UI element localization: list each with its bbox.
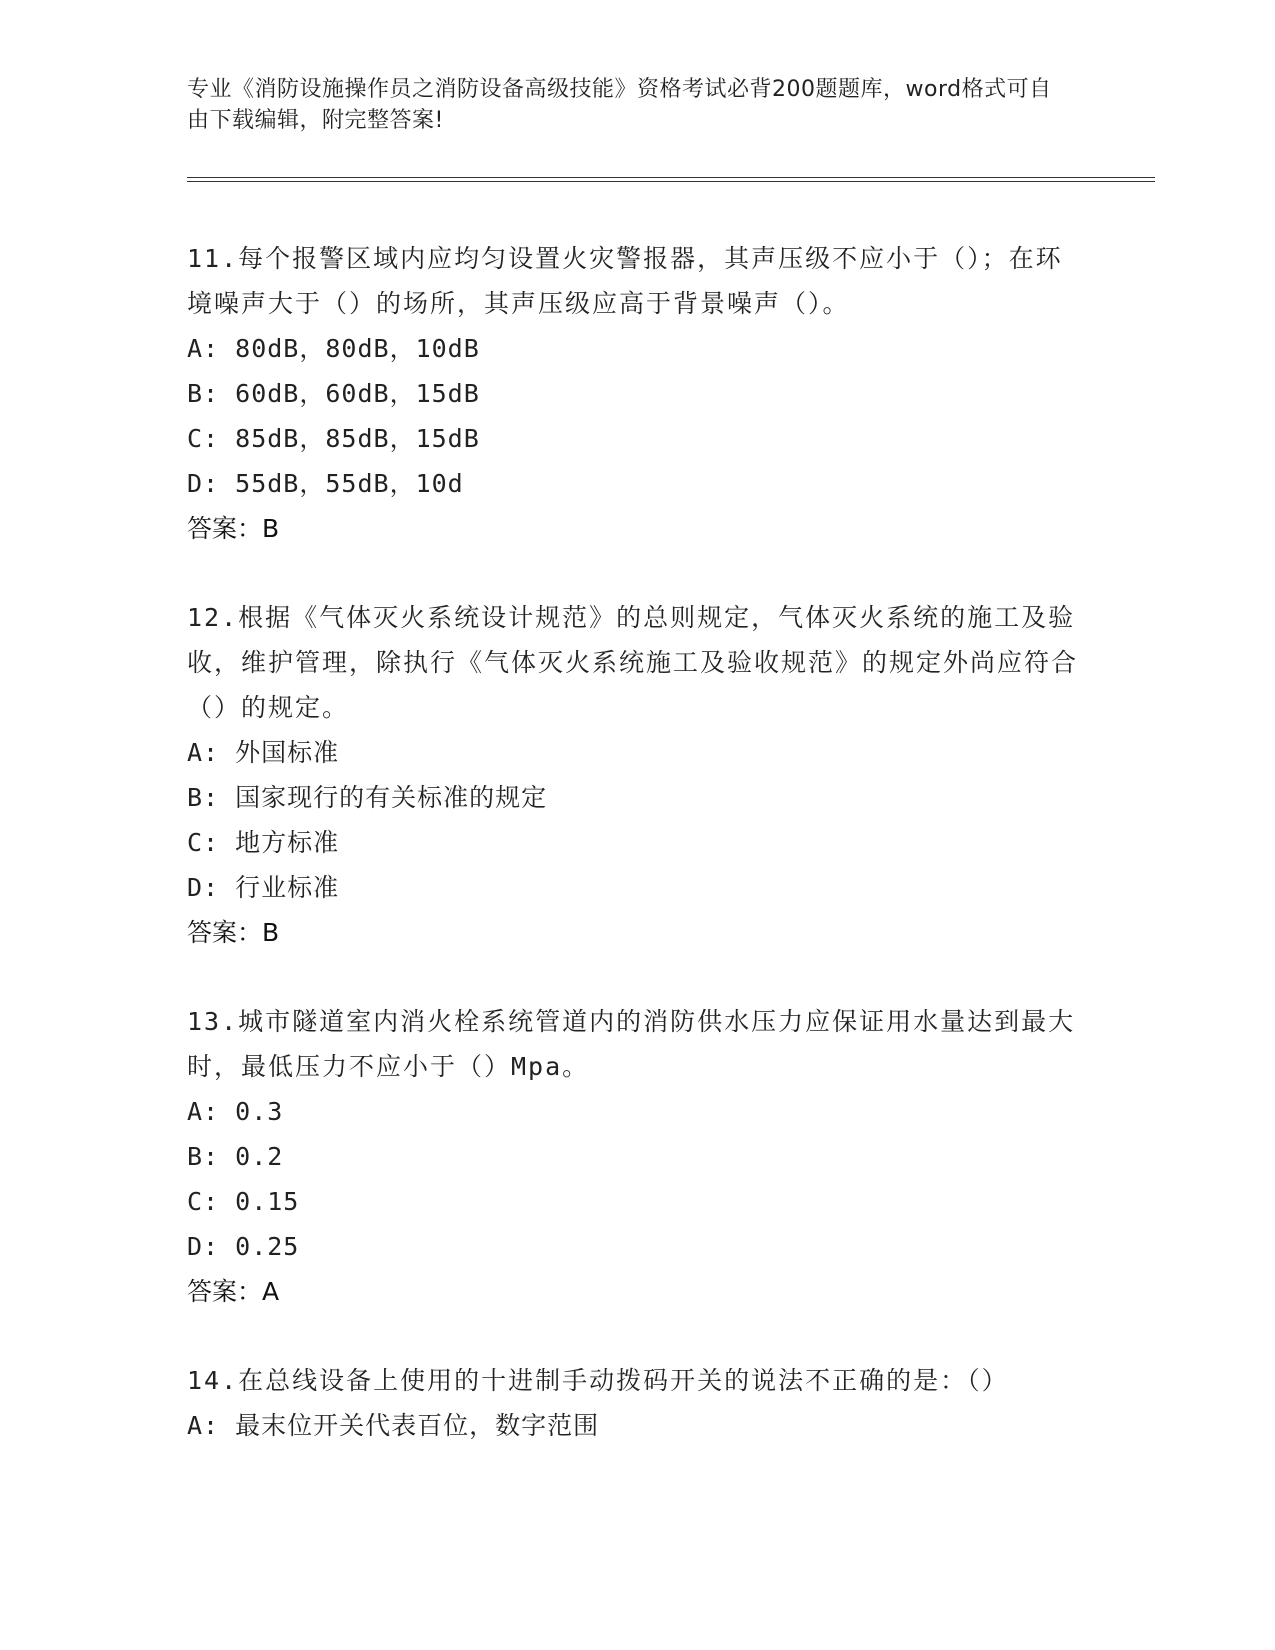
question-stem: 11.每个报警区域内应均匀设置火灾警报器，其声压级不应小于（）；在环境噪声大于（）的场所，其声压级应高于背景噪声（）。 — [187, 244, 1063, 318]
option-c: C: 0.15 — [187, 1187, 300, 1216]
option-a: A: 0.3 — [187, 1097, 284, 1126]
option-a: A: 80dB，80dB，10dB — [187, 334, 480, 363]
answer-line: 答案：B — [187, 918, 280, 947]
question-stem: 12.根据《气体灭火系统设计规范》的总则规定，气体灭火系统的施工及验收，维护管理，除执行《气体灭火系统施工及验收规范》的规定外尚应符合（）的规定。 — [187, 603, 1079, 722]
question-14 — [187, 1358, 1087, 1448]
question-11 — [187, 236, 1087, 551]
header-divider — [187, 177, 1155, 182]
option-d: D: 55dB，55dB，10d — [187, 469, 464, 498]
question-13 — [187, 999, 1087, 1314]
question-stem: 13.城市隧道室内消火栓系统管道内的消防供水压力应保证用水量达到最大时，最低压力不应小于（）Mpa。 — [187, 1007, 1076, 1081]
question-stem: 14.在总线设备上使用的十进制手动拨码开关的说法不正确的是：（） — [187, 1366, 1009, 1395]
spacer — [187, 955, 1087, 999]
option-b: B: 0.2 — [187, 1142, 284, 1171]
question-list — [187, 236, 1087, 1448]
option-d: D: 行业标准 — [187, 873, 340, 902]
option-a: A: 外国标准 — [187, 738, 340, 767]
document-intro: 专业《消防设施操作员之消防设备高级技能》资格考试必背200题题库，word格式可自由下载编辑，附完整答案! — [187, 77, 1052, 133]
question-12 — [187, 595, 1087, 955]
option-c: C: 地方标准 — [187, 828, 340, 857]
spacer — [187, 1314, 1087, 1358]
spacer — [187, 551, 1087, 595]
option-c: C: 85dB，85dB，15dB — [187, 424, 480, 453]
option-a: A: 最末位开关代表百位，数字范围 — [187, 1411, 600, 1440]
option-d: D: 0.25 — [187, 1232, 300, 1261]
answer-line: 答案：A — [187, 1277, 280, 1306]
option-b: B: 60dB，60dB，15dB — [187, 379, 480, 408]
option-b: B: 国家现行的有关标准的规定 — [187, 783, 548, 812]
answer-line: 答案：B — [187, 514, 280, 543]
